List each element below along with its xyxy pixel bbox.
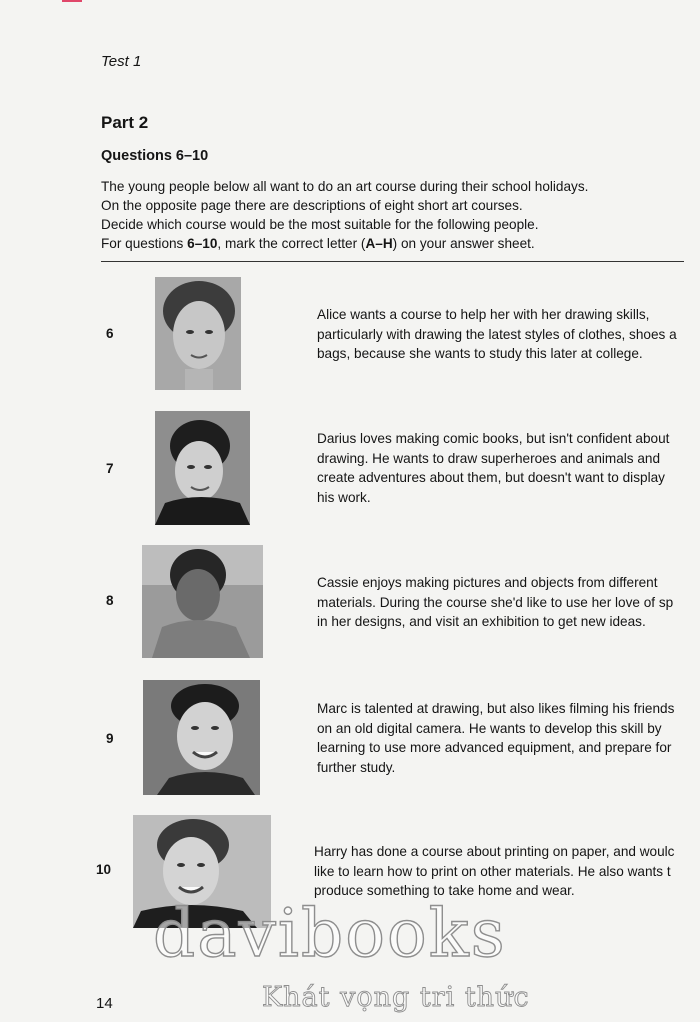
question-number: 6 — [106, 326, 114, 341]
questions-label: Questions 6–10 — [101, 148, 209, 164]
page-number: 14 — [96, 995, 113, 1012]
item-description — [317, 573, 700, 632]
portrait-photo — [143, 680, 260, 795]
question-number: 9 — [106, 731, 114, 746]
part-title: Part 2 — [101, 113, 149, 132]
description-line: Darius loves making comic books, but isn't confident about — [317, 431, 670, 446]
instruction-line: Decide which course would be the most suitable for the following people. — [101, 217, 539, 232]
description-line: Marc is talented at drawing, but also likes filming his friends — [317, 701, 675, 716]
description-line: Cassie enjoys making pictures and objects from different — [317, 575, 658, 590]
instruction-line — [101, 234, 681, 253]
instruction-line: On the opposite page there are descriptions of eight short art courses. — [101, 198, 523, 213]
description-line: further study. — [317, 759, 396, 775]
question-number: 8 — [106, 593, 114, 608]
item-description — [317, 699, 700, 777]
running-head: Test 1 — [101, 53, 142, 70]
description-line: on an old digital camera. He wants to develop this skill by — [317, 720, 662, 736]
question-range: 6–10 — [187, 236, 218, 251]
description-line: bags, because she wants to study this later at college. — [317, 346, 643, 361]
watermark-brand: davibooks — [153, 895, 507, 972]
portrait-photo — [142, 545, 263, 658]
description-line: create adventures about them, but doesn't want to display — [317, 470, 665, 485]
instruction-line: The young people below all want to do an art course during their school holidays. — [101, 179, 589, 194]
item-description — [317, 429, 700, 507]
letter-range: A–H — [365, 236, 393, 251]
question-number: 10 — [96, 862, 112, 877]
watermark-tagline: Khát vọng tri thức — [262, 982, 530, 1013]
description-line: Alice wants a course to help her with her drawing skills, — [317, 307, 650, 322]
question-number: 7 — [106, 461, 114, 476]
instruction-text: , mark the correct letter ( — [217, 236, 366, 251]
portrait-photo — [155, 411, 250, 525]
description-line: drawing. He wants to draw superheroes and animals and — [317, 450, 661, 466]
portrait-photo — [155, 277, 241, 390]
description-line: Harry has done a course about printing on paper, and woulc — [314, 844, 675, 859]
description-line: his work. — [317, 489, 371, 505]
instruction-text: For questions — [101, 236, 188, 251]
instruction-text: ) on your answer sheet. — [392, 236, 535, 251]
description-line: in her designs, and visit an exhibition to get new ideas. — [317, 614, 646, 629]
description-line: produce something to take home and wear. — [314, 883, 575, 898]
item-description — [317, 305, 700, 364]
description-line: particularly with drawing the latest styles of clothes, shoes a — [317, 326, 677, 342]
description-line: learning to use more advanced equipment, and prepare for — [317, 740, 672, 755]
page-edge-mark — [62, 0, 82, 2]
item-description — [314, 842, 697, 901]
section-divider — [101, 261, 684, 262]
instructions — [101, 177, 681, 253]
description-line: like to learn how to print on other materials. He also wants t — [314, 863, 671, 879]
description-line: materials. During the course she'd like to use her love of sp — [317, 594, 674, 610]
